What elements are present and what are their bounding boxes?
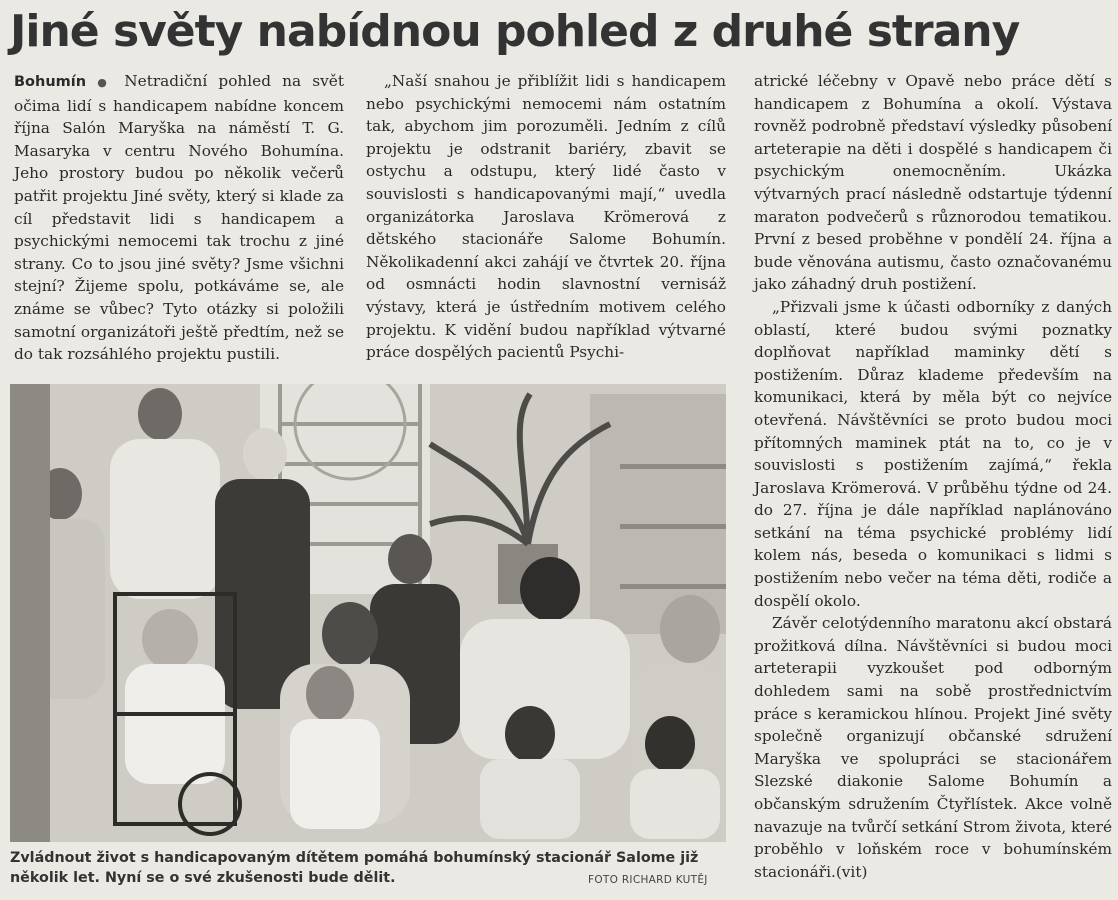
paragraph: „Přizvali jsme k účasti odborníky z daných oblastí, které budou svými poznatky doplňovat například maminky dětí s postižením. Důraz klademe především na komunikaci, která by měla být co nejvíce otevřená. Návštěvníci se proto budou moci přítomných maminek ptát na to, co je v souvislosti s postižením zajímá,“ řekla Jaroslava Krömerová. V průběhu týdne od 24. do 27. října je dále například naplánováno setkání na téma psychické problémy lidí kolem nás, beseda o komunikaci s lidmi s postižením nebo večer na téma děti, rodiče a dospělí okolo. xyxy=(754,297,1112,610)
lead-text: Netradiční pohled na svět očima lidí s handicapem nabídne koncem října Salón Maryška na náměstí T. G. Masaryka v centru Nového Bohumína. Jeho prostory budou po několik večerů patřit projektu Jiné světy, který si klade za cíl představit lidi s handicapem a psychickými nemocemi tak trochu z jiné strany. Co to jsou jiné světy? Jsme všichni stejní? Žijeme spolu, potkáváme se, ale známe se vůbec? Tyto otázky si položili samotní organizátoři ještě předtím, než se do tak rozsáhlého projektu pustili. xyxy=(14,72,344,364)
bullet-icon: ● xyxy=(97,76,114,89)
photo-credit: FOTO RICHARD KUTĚJ xyxy=(588,874,708,886)
article-column-2 xyxy=(366,70,726,364)
paragraph: Závěr celotýdenního maratonu akcí obstará prožitková dílna. Návštěvníci si budou moci arteterapii vyzkoušet pod odborným dohledem sami na sobě prostřednictvím práce s keramickou hlínou. Projekt Jiné světy společně organizují občanské sdružení Maryška ve spolupráci se stacionářem Slezské diakonie Salome Bohumín a občanským sdružením Čtyřlístek. Akce volně navazuje na tvůrčí setkání Strom života, které proběhlo v loňském roce v bohumínském stacionáři.(vit) xyxy=(754,614,1112,881)
headline: Jiné světy nabídnou pohled z druhé strany xyxy=(10,6,1020,57)
photo-illustration xyxy=(10,384,726,842)
lead-paragraph xyxy=(14,70,344,366)
article-column-1 xyxy=(14,70,344,366)
article-column-3 xyxy=(754,70,1112,883)
article-photo xyxy=(10,384,726,842)
dateline: Bohumín xyxy=(14,74,87,90)
paragraph: atrické léčebny v Opavě nebo práce dětí s handicapem z Bohumína a okolí. Výstava rovněž podrobně představí výsledky působení arteterapie na děti i dospělé s handicapem či psychickým onemocněním. Ukázka výtvarných prací následně odstartuje týdenní maraton podvečerů s různorodou tematikou. První z besed proběhne v pondělí 24. října a bude věnována autismu, často označovanému jako záhadný druh postižení. xyxy=(754,72,1112,294)
paragraph: „Naší snahou je přiblížit lidi s handicapem nebo psychickými nemocemi nám ostatním tak, abychom jim porozuměli. Jedním z cílů projektu je odstranit bariéry, zbavit se ostychu a odstupu, který lidé často v souvislosti s handicapovanými mají,“ uvedla organizátorka Jaroslava Krömerová z dětského stacionáře Salome Bohumín. Několikadenní akci zahájí ve čtvrtek 20. října od osmnácti hodin slavnostní vernisáž výstavy, která je ústředním motivem celého projektu. K vidění budou například výtvarné práce dospělých pacientů Psychi- xyxy=(366,72,726,362)
photo-caption: Zvládnout život s handicapovaným dítětem pomáhá bohumínský stacionář Salome již několik let. Nyní se o své zkušenosti bude dělit. xyxy=(10,850,699,886)
